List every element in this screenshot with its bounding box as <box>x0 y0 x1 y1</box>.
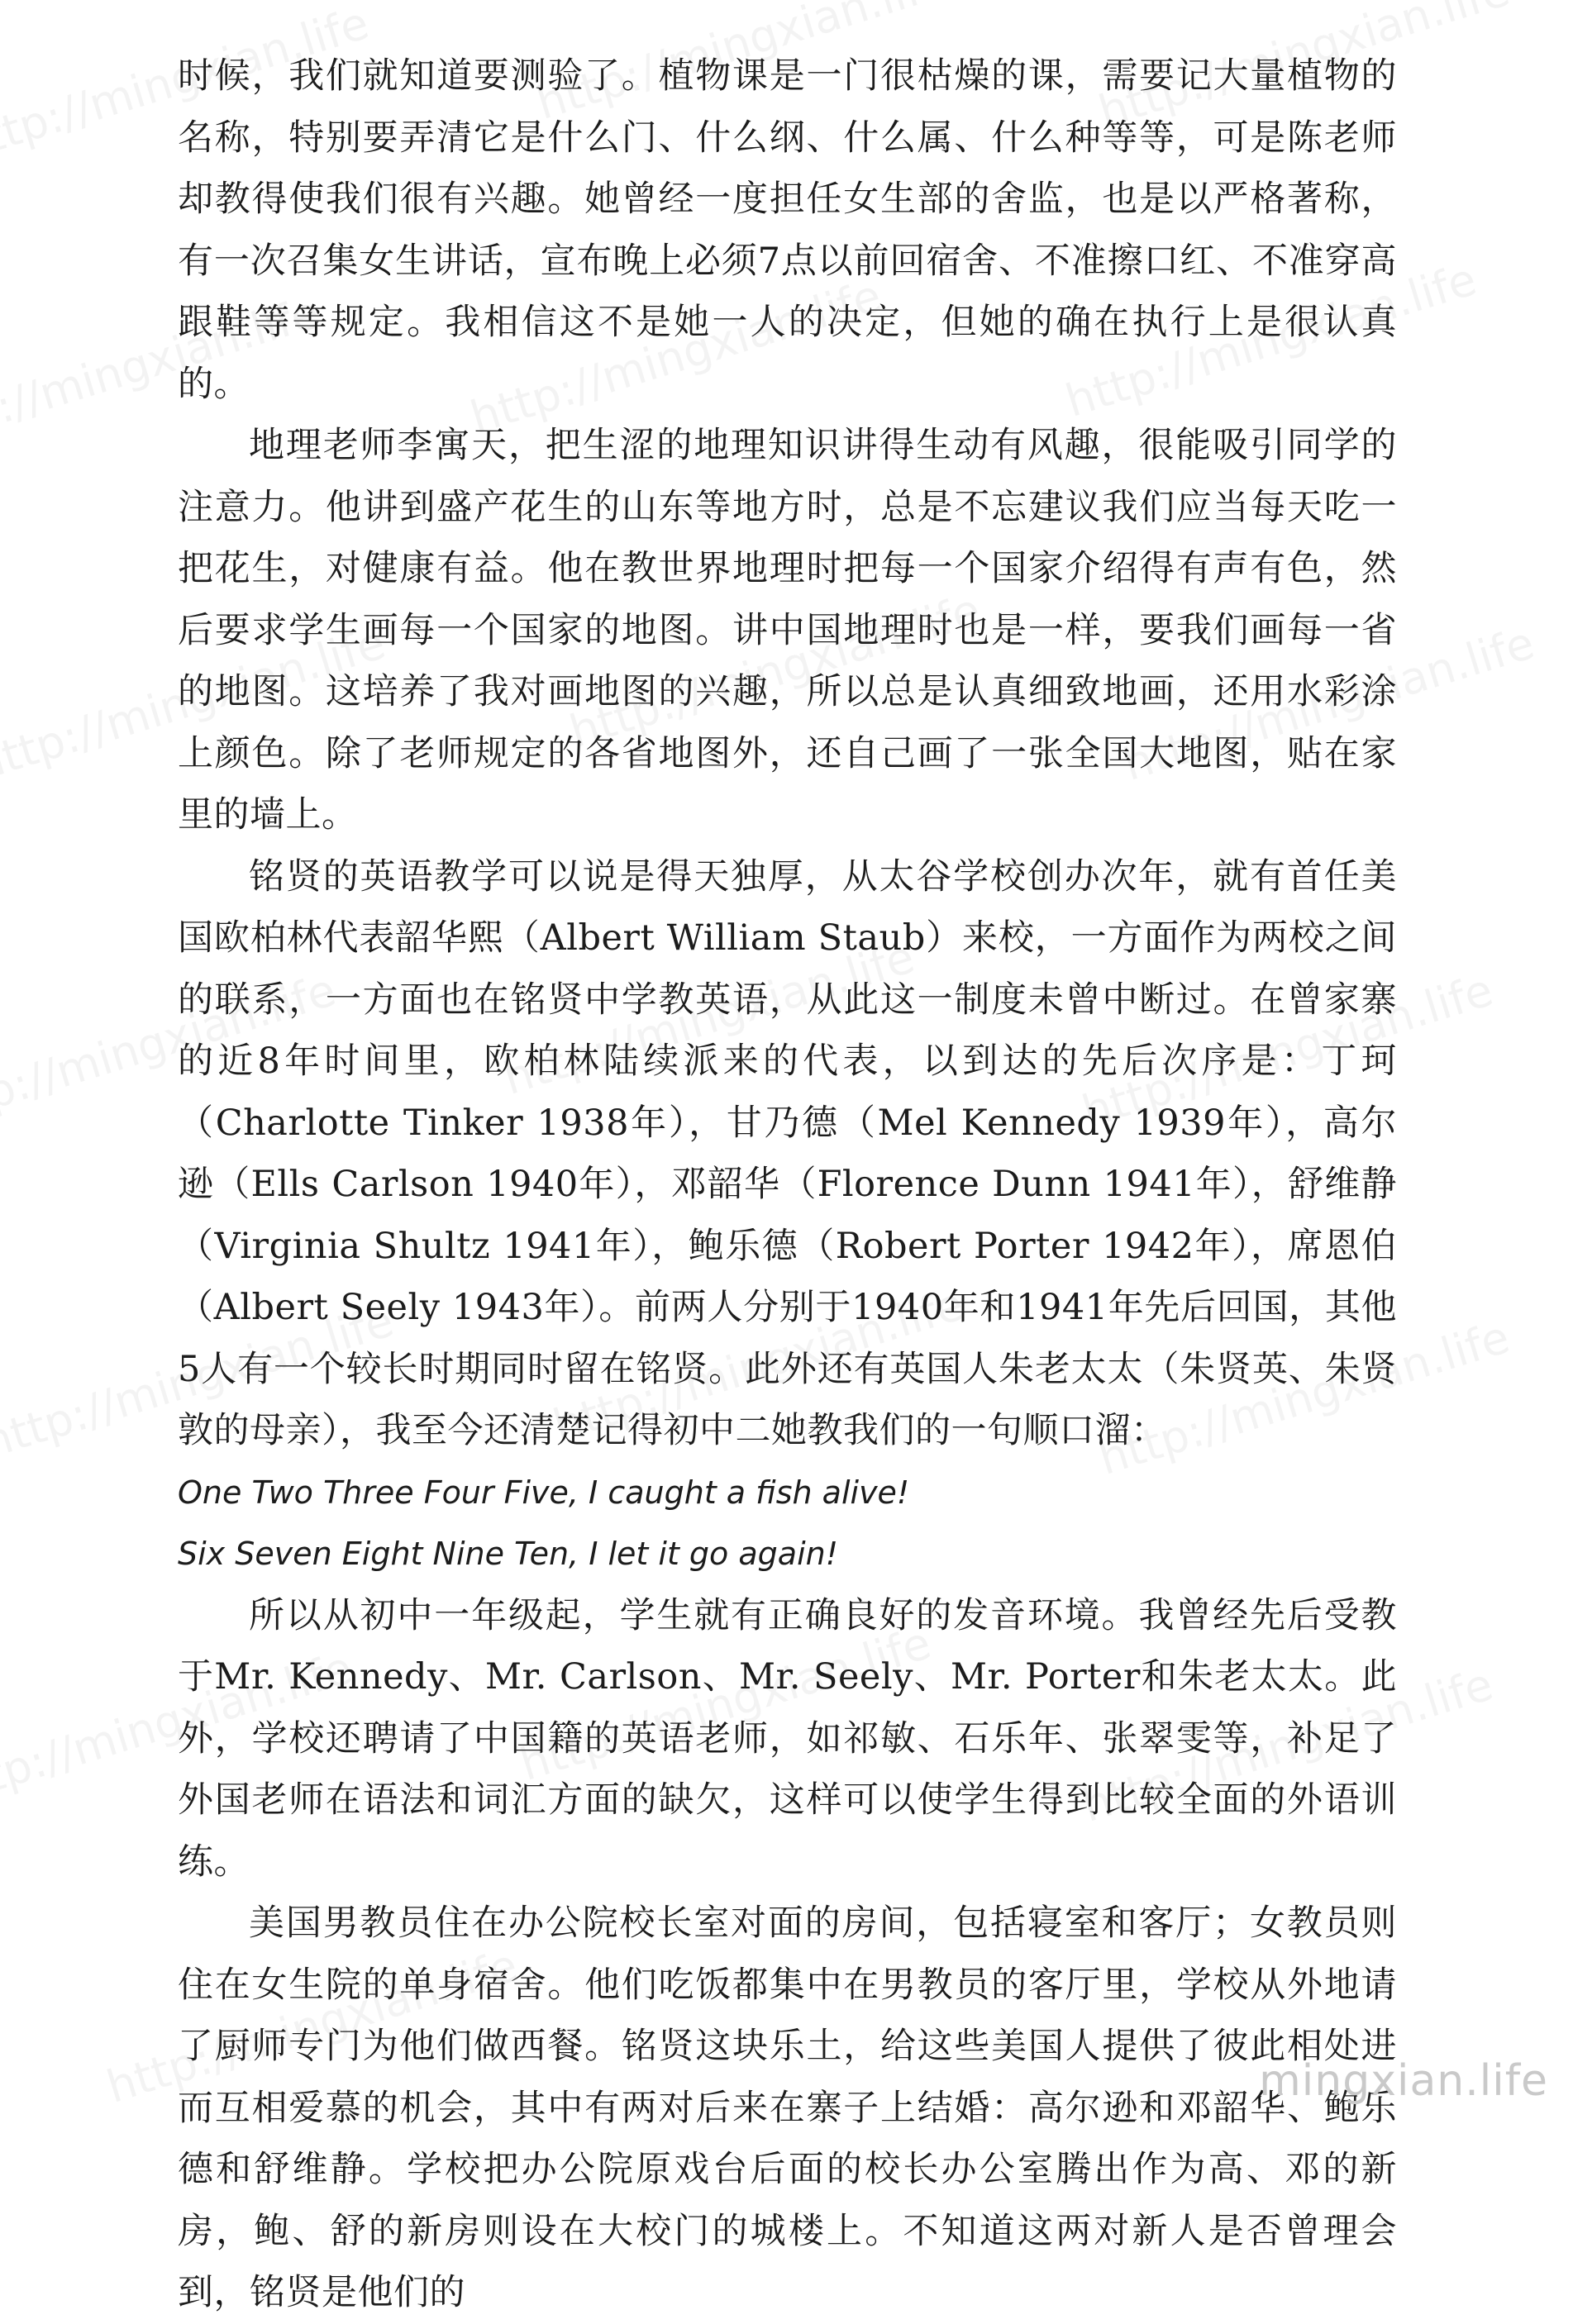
page-body <box>178 45 1397 2324</box>
paragraph: 地理老师李寓天，把生涩的地理知识讲得生动有风趣，很能吸引同学的注意力。他讲到盛产花生的山东等地方时，总是不忘建议我们应当每天吃一把花生，对健康有益。他在教世界地理时把每一个国家介绍得有声有色，然后要求学生画每一个国家的地图。讲中国地理时也是一样，要我们画每一省的地图。这培养了我对画地图的兴趣，所以总是认真细致地画，还用水彩涂上颜色。除了老师规定的各省地图外，还自己画了一张全国大地图，贴在家里的墙上。 <box>178 425 1397 836</box>
verse-line: One Two Three Four Five, I caught a fish alive! <box>178 1474 910 1511</box>
paragraph: 所以从初中一年级起，学生就有正确良好的发音环境。我曾经先后受教于Mr. Kennedy、Mr. Carlson、Mr. Seely、Mr. Porter和朱老太太。此外，学校还聘请了中国籍的英语老师，如祁敏、石乐年、张翠雯等，补足了外国老师在语法和词汇方面的缺欠，这样可以使学生得到比较全面的外语训练。 <box>178 1594 1397 1883</box>
paragraph: 美国男教员住在办公院校长室对面的房间，包括寝室和客厅；女教员则住在女生院的单身宿舍。他们吃饭都集中在男教员的客厅里，学校从外地请了厨师专门为他们做西餐。铭贤这块乐土，给这些美国人提供了彼此相处进而互相爱慕的机会，其中有两对后来在寨子上结婚：高尔逊和邓韶华、鲍乐德和舒维静。学校把办公院原戏台后面的校长办公室腾出作为高、邓的新房，鲍、舒的新房则设在大校门的城楼上。不知道这两对新人是否曾理会到，铭贤是他们的 <box>178 1903 1397 2313</box>
footer-watermark: mingxian.life <box>1259 2056 1548 2106</box>
verse-line: Six Seven Eight Nine Ten, I let it go again! <box>178 1536 838 1572</box>
paragraph: 时候，我们就知道要测验了。植物课是一门很枯燥的课，需要记大量植物的名称，特别要弄清它是什么门、什么纲、什么属、什么种等等，可是陈老师却教得使我们很有兴趣。她曾经一度担任女生部的舍监，也是以严格著称，有一次召集女生讲话，宣布晚上必须7点以前回宿舍、不准擦口红、不准穿高跟鞋等等规定。我相信这不是她一人的决定，但她的确在执行上是很认真的。 <box>178 55 1397 405</box>
paragraph: 铭贤的英语教学可以说是得天独厚，从太谷学校创办次年，就有首任美国欧柏林代表韶华熙（Albert William Staub）来校，一方面作为两校之间的联系，一方面也在铭贤中学教英语，从此这一制度未曾中断过。在曾家寨的近8年时间里，欧柏林陆续派来的代表，以到达的先后次序是：丁珂（Charlotte Tinker 1938年），甘乃德（Mel Kennedy 1939年），高尔逊（Ells Carlson 1940年），邓韶华（Florence Dunn 1941年），舒维静（Virginia Shultz 1941年），鲍乐德（Robert Porter 1942年），席恩伯（Albert Seely 1943年）。前两人分别于1940年和1941年先后回国，其他5人有一个较长时期同时留在铭贤。此外还有英国人朱老太太（朱贤英、朱贤敦的母亲），我至今还清楚记得初中二她教我们的一句顺口溜： <box>178 855 1397 1451</box>
